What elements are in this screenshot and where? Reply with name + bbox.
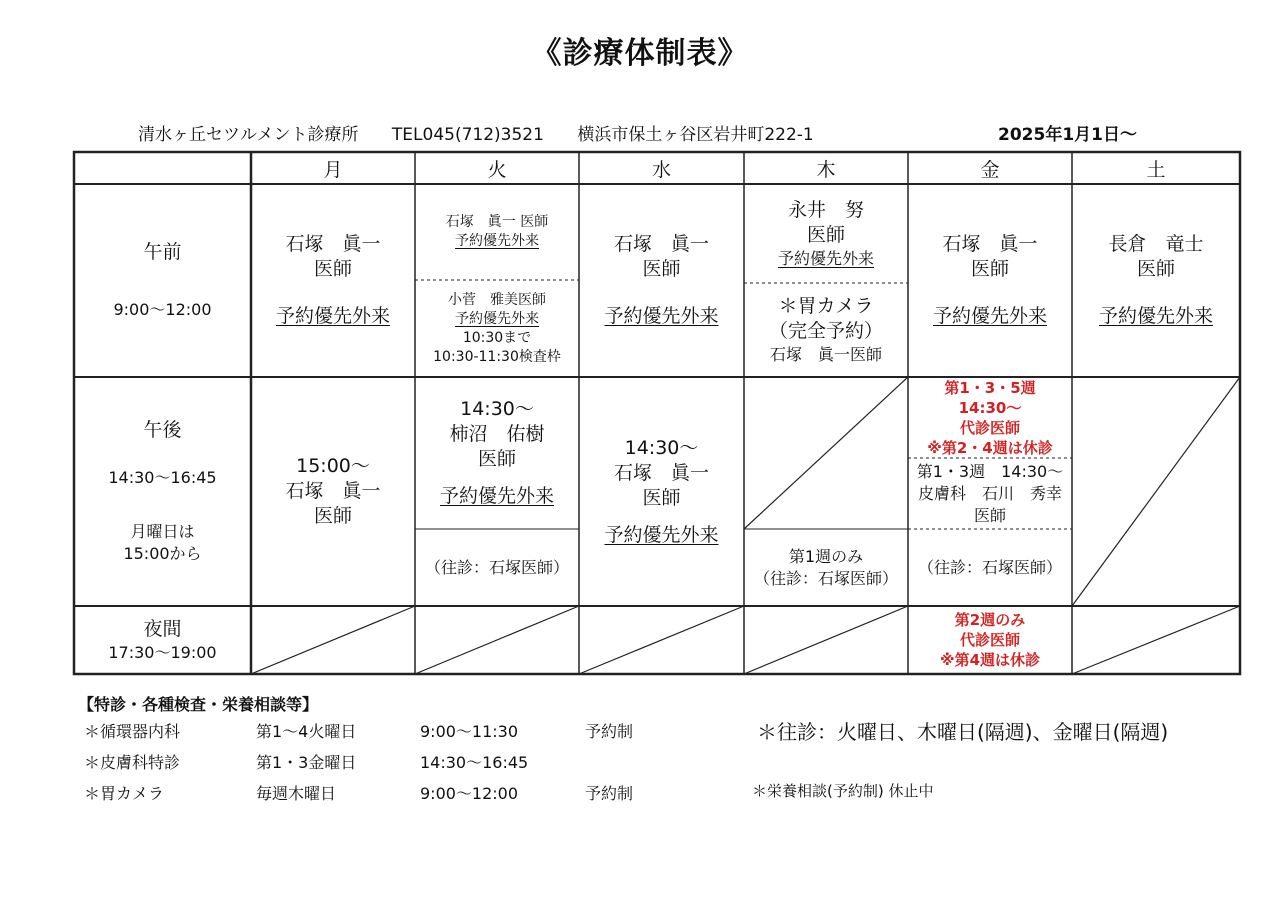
- closed-note: ※第4週は休診: [939, 651, 1041, 669]
- header-tue: 火: [487, 158, 507, 181]
- morning-thu-bottom: [744, 283, 908, 377]
- header-sat: 土: [1146, 158, 1166, 181]
- doctor-name: 石塚 眞一: [613, 461, 709, 484]
- appointment-note: 予約優先外来: [275, 305, 390, 327]
- weeks-note: 第1・3・5週: [944, 378, 1036, 397]
- morning-tue-bottom: [415, 280, 579, 377]
- morning-fri: [908, 184, 1072, 377]
- doctor-name: 石塚 眞一: [942, 233, 1038, 255]
- substitute-doctor: 代診医師: [959, 418, 1020, 437]
- appointment-note: 予約優先外来: [604, 305, 719, 327]
- doctor-name: 石塚 眞一: [613, 233, 709, 255]
- appointment-note: 予約優先外来: [1098, 305, 1213, 327]
- week-note: 第2週のみ: [954, 611, 1026, 629]
- week-note: 第1週のみ: [788, 546, 864, 566]
- doctor-title: 医師: [1136, 258, 1175, 280]
- service-name: ＊胃カメラ: [778, 295, 874, 317]
- morning-sat: [1072, 184, 1240, 377]
- start-time: 14:30～: [460, 398, 534, 420]
- doctor-name: 柿沼 佑樹: [449, 423, 545, 445]
- nutrition-consult-note: ＊栄養相談(予約制) 休止中: [752, 782, 934, 800]
- substitute-doctor: 代診医師: [959, 631, 1020, 649]
- booking-note: （完全予約）: [768, 320, 883, 342]
- morning-tue-top: [415, 184, 579, 280]
- doctor-name: 石塚 眞一 医師: [445, 214, 549, 230]
- header-thu: 木: [816, 158, 836, 181]
- afternoon-wed: [579, 377, 744, 606]
- special-row-name: ＊胃カメラ: [84, 784, 165, 803]
- doctor-title: 医師: [973, 505, 1006, 525]
- special-row-day: 第1・3金曜日: [256, 753, 357, 772]
- morning-thu-top: [744, 184, 908, 283]
- night-time: 17:30～19:00: [108, 642, 217, 662]
- special-row-day: 第1～4火曜日: [256, 722, 357, 741]
- special-row-time: 14:30～16:45: [420, 753, 529, 772]
- afternoon-time: 14:30～16:45: [108, 468, 217, 487]
- appointment-note: 予約優先外来: [455, 233, 539, 249]
- page-title: 《診療体制表》: [531, 36, 749, 71]
- start-time: 15:00～: [296, 455, 370, 477]
- doctor-title: 医師: [806, 223, 845, 246]
- appointment-note: 予約優先外来: [932, 305, 1047, 327]
- closed-note: ※第2・4週は休診: [927, 438, 1053, 457]
- appointment-note: 予約優先外来: [455, 310, 539, 327]
- morning-mon: [251, 184, 415, 377]
- house-call-summary: ＊往診：火曜日、木曜日(隔週)、金曜日(隔週): [757, 720, 1169, 744]
- doctor-name: 永井 努: [787, 198, 864, 221]
- doctor-name: 石塚 眞一: [285, 233, 381, 255]
- morning-label: 午前: [143, 241, 182, 263]
- special-row-booking: 予約制: [585, 784, 634, 803]
- appointment-note: 予約優先外来: [439, 485, 554, 507]
- special-section-title: 【特診・各種検査・栄養相談等】: [78, 695, 319, 714]
- header-fri: 金: [980, 158, 1000, 181]
- house-call-note: （往診：石塚医師）: [424, 557, 569, 577]
- monday-note: 月曜日は: [130, 522, 195, 541]
- doctor-title: 医師: [313, 505, 352, 527]
- clinic-tel: TEL045(712)3521: [391, 125, 544, 145]
- house-call-note: （往診：石塚医師）: [753, 568, 898, 588]
- clinic-name: 清水ヶ丘セツルメント診療所: [138, 125, 359, 145]
- doctor-name: 長倉 竜士: [1108, 233, 1204, 255]
- doctor-title: 医師: [970, 258, 1009, 280]
- start-time: 14:30～: [958, 398, 1022, 417]
- doctor-name: 皮膚科 石川 秀幸: [917, 483, 1062, 503]
- effective-date: 2025年1月1日～: [998, 125, 1137, 145]
- special-row-day: 毎週木曜日: [256, 784, 337, 803]
- special-row-name: ＊皮膚科特診: [84, 753, 181, 772]
- morning-wed: [579, 184, 744, 377]
- morning-time: 9:00～12:00: [113, 300, 212, 319]
- doctor-title: 医師: [313, 258, 352, 280]
- exam-slot-note: 10:30-11:30検査枠: [433, 348, 561, 365]
- house-call-note: （往診：石塚医師）: [917, 557, 1062, 577]
- afternoon-fri-bottom: [908, 529, 1072, 606]
- clinic-address: 横浜市保土ヶ谷区岩井町222-1: [577, 125, 814, 145]
- morning-label-cell: [74, 184, 251, 377]
- monday-note-time: 15:00から: [123, 544, 202, 563]
- doctor-title: 医師: [642, 486, 681, 509]
- afternoon-tue-bottom: [415, 529, 579, 606]
- doctor-title: 医師: [642, 258, 681, 280]
- special-row-time: 9:00～12:00: [420, 784, 519, 803]
- header-mon: 月: [323, 158, 343, 181]
- afternoon-fri-top: [908, 377, 1072, 458]
- afternoon-label: 午後: [143, 419, 182, 441]
- special-row-time: 9:00～11:30: [420, 722, 519, 741]
- time-note: 10:30まで: [462, 329, 532, 346]
- appointment-note: 予約優先外来: [777, 248, 874, 268]
- night-label-cell: [74, 606, 251, 674]
- doctor-name: 石塚 眞一医師: [769, 345, 882, 364]
- special-row-booking: 予約制: [585, 722, 634, 741]
- start-time: 14:30～: [624, 436, 699, 459]
- afternoon-label-cell: [74, 377, 251, 606]
- night-fri: [908, 606, 1072, 674]
- afternoon-thu-bottom: [744, 529, 908, 606]
- doctor-title: 医師: [477, 448, 516, 470]
- weeks-time-note: 第1・3週 14:30～: [916, 461, 1064, 481]
- doctor-name: 小菅 雅美医師: [448, 291, 546, 308]
- night-label: 夜間: [143, 617, 182, 640]
- doctor-name: 石塚 眞一: [285, 480, 381, 502]
- afternoon-fri-mid: [908, 458, 1072, 529]
- appointment-note: 予約優先外来: [604, 523, 719, 546]
- special-row-name: ＊循環器内科: [84, 722, 181, 741]
- header-wed: 水: [651, 158, 671, 181]
- afternoon-tue-top: [415, 377, 579, 529]
- afternoon-mon: [251, 377, 415, 606]
